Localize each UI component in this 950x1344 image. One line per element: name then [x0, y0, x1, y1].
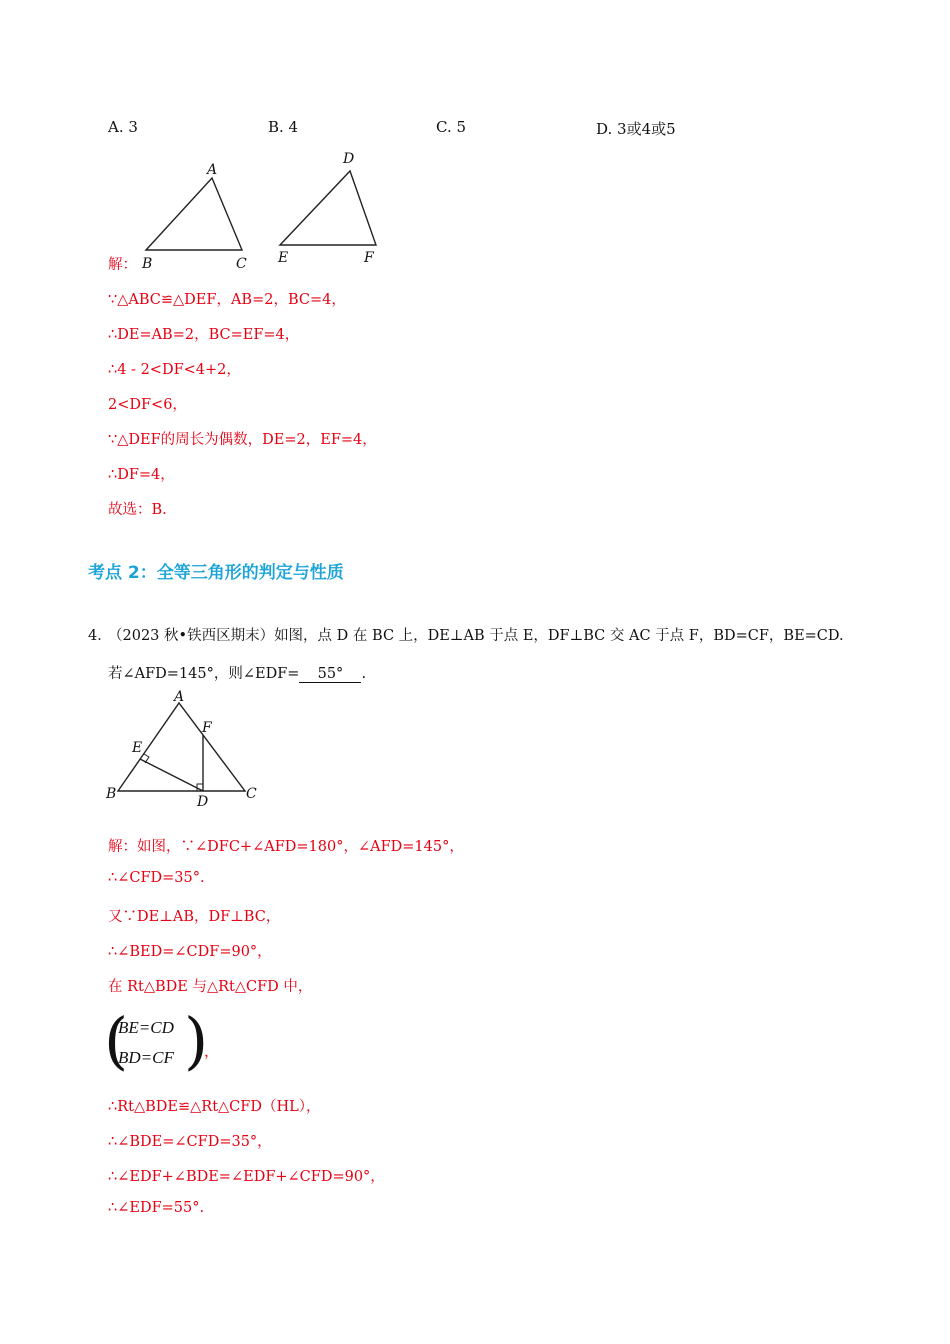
q3-triangles-figure	[130, 148, 390, 273]
option-a: A. 3	[108, 118, 138, 136]
triangle-def	[280, 171, 376, 245]
option-b: B. 4	[268, 118, 299, 136]
q4-solution-line: 解：如图，∵∠DFC+∠AFD=180°，∠AFD=145°，	[108, 839, 464, 855]
q4-number: 4．	[88, 628, 112, 644]
q4-triangle-figure	[100, 688, 270, 810]
q4-solution-line: 又∵DE⊥AB，DF⊥BC，	[108, 909, 281, 925]
triangle-abc	[146, 178, 242, 250]
q3-solution-line: ∴DE=AB=2，BC=EF=4，	[108, 327, 300, 343]
label-c: C	[246, 786, 257, 802]
option-d: D. 3或4或5	[596, 120, 676, 138]
label-f: F	[202, 720, 212, 736]
q3-solution-line: 故选：B.	[108, 502, 167, 518]
q3-solution-line: 解：	[108, 257, 137, 273]
label-a: A	[174, 689, 185, 705]
label-c: C	[236, 256, 247, 272]
label-f: F	[364, 250, 374, 266]
q3-solution-line: 2<DF<6，	[108, 397, 187, 413]
label-b: B	[142, 256, 153, 272]
label-d: D	[343, 151, 355, 167]
q4-solution-line: 在 Rt△BDE 与△Rt△CFD 中，	[108, 979, 313, 995]
label-a: A	[207, 162, 218, 178]
section-heading: 考点 2：全等三角形的判定与性质	[88, 563, 344, 583]
q4-stem-line1: （2023 秋•铁西区期末）如图，点 D 在 BC 上，DE⊥AB 于点 E，DF⊥BC 交 AC 于点 F，BD=CF，BE=CD.	[108, 628, 844, 644]
q3-solution-line: ∵△DEF的周长为偶数，DE=2，EF=4，	[108, 432, 377, 448]
equation-system	[104, 1004, 224, 1078]
q4-solution-line: ∴∠EDF+∠BDE=∠EDF+∠CFD=90°，	[108, 1169, 385, 1185]
q4-solution-line: ∴∠BDE=∠CFD=35°，	[108, 1134, 272, 1150]
q4-solution-line: ∴∠BED=∠CDF=90°，	[108, 944, 272, 960]
segment-de	[140, 759, 203, 791]
q3-solution-line: ∴DF=4，	[108, 467, 175, 483]
q4-stem-suffix: .	[361, 666, 367, 682]
q3-solution-line: ∵△ABC≌△DEF，AB=2，BC=4，	[108, 292, 346, 308]
label-e: E	[278, 250, 289, 266]
q4-stem-prefix: 若∠AFD=145°，则∠EDF=	[108, 666, 300, 682]
label-b: B	[106, 786, 117, 802]
option-c: C. 5	[436, 118, 467, 136]
system-eq-1: BE=CD	[118, 1018, 174, 1037]
q4-solution-line: ∴Rt△BDE≌△Rt△CFD（HL），	[108, 1099, 321, 1115]
left-paren: (	[104, 1004, 129, 1077]
q4-answer-blank: 55°	[299, 666, 361, 683]
system-suffix: ，	[204, 1042, 220, 1060]
q4-solution-line: ∴∠EDF=55°.	[108, 1200, 205, 1216]
label-d: D	[197, 794, 209, 810]
q3-solution-line: ∴4 - 2<DF<4+2，	[108, 362, 241, 378]
right-paren: )	[184, 1004, 209, 1077]
system-eq-2: BD=CF	[118, 1048, 174, 1067]
label-e: E	[132, 740, 143, 756]
q4-solution-line: ∴∠CFD=35°.	[108, 870, 205, 886]
q4-stem-line2	[108, 662, 366, 683]
